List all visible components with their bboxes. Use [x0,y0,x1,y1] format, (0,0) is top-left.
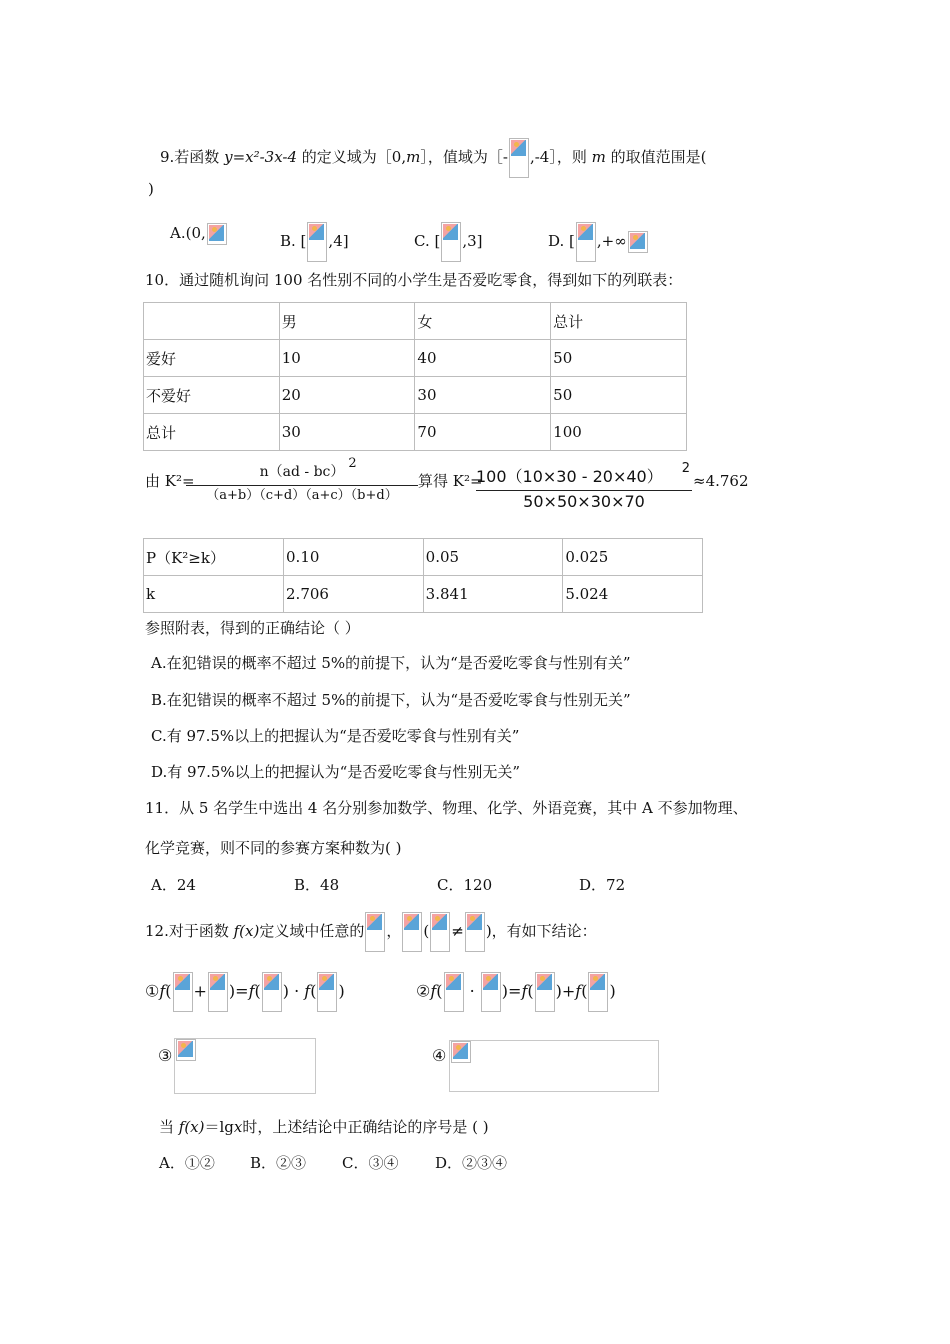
q12-option-c: C．③④ [342,1154,399,1172]
q9-option-c-text: ,3] [462,232,483,250]
paren: ) [555,981,562,1001]
table-row [144,340,687,377]
q12-variable: x [233,1118,243,1136]
q12-text: 当 [159,1118,179,1136]
q9-text: 的取值范围是( [605,148,707,166]
q9-option-b-text: B. [ [280,232,307,250]
paren: ) [501,981,509,1001]
statement-1 [145,972,345,1012]
q9-text: ］，值域为［- [420,148,508,166]
operator: = [235,981,249,1001]
critical-value-table [143,538,703,613]
f-symbol: f [430,981,437,1001]
broken-image-icon [402,912,422,952]
f-symbol: f [248,981,255,1001]
table-header-row [144,303,687,340]
paren: ) [338,981,345,1001]
table-row [144,377,687,414]
q9-text: 的定义域为［0, [297,148,407,166]
broken-image-icon [173,972,193,1012]
table-cell: 总计 [144,414,280,451]
broken-image-icon [317,972,337,1012]
broken-image-icon [207,223,227,245]
broken-image-icon [307,222,327,262]
table-cell: 50 [551,377,687,414]
paren: ( [254,981,261,1001]
paren: ( [310,981,317,1001]
q11-option-b: B．48 [294,876,340,894]
calc-prefix: 算得 K²= [418,472,483,490]
f-symbol: f [575,981,582,1001]
q11-option-d: D．72 [579,876,626,894]
table-cell: 2.706 [284,576,424,613]
broken-image-icon [208,972,228,1012]
table-cell: k [144,576,284,613]
calc-denominator: 50×50×30×70 [523,492,645,511]
q10-option-b: B.在犯错误的概率不超过 5%的前提下，认为“是否爱吃零食与性别无关” [151,691,631,709]
table-header-cell [144,303,280,340]
q12-option-b: B．②③ [250,1154,307,1172]
broken-image-icon [262,972,282,1012]
q12-function: f(x) [233,922,260,940]
formula-numerator [186,456,418,482]
f-symbol: f [159,981,166,1001]
table-row [144,576,703,613]
table-cell: 3.841 [423,576,563,613]
q9-option-c [414,222,483,262]
paren: ( [581,981,588,1001]
q12-condition [159,1116,489,1138]
q12-text: )，有如下结论： [485,922,597,940]
table-cell: 30 [415,377,551,414]
broken-image-icon [444,972,464,1012]
q9-function: y=x²-3x-4 [224,148,298,166]
paren: ) [609,981,616,1001]
table-header-cell: 女 [415,303,551,340]
operator: + [193,981,207,1001]
q11-option-a: A．24 [151,876,196,894]
broken-image-icon [481,972,501,1012]
q12-function: f(x) [178,1118,205,1136]
q12-stem [145,912,597,952]
calc-numerator-text: 100（10×30 - 20×40） [476,467,663,486]
f-symbol: f [521,981,528,1001]
broken-image-icon [588,972,608,1012]
table-cell: 70 [415,414,551,451]
q9-option-d-text: D. [ [548,232,575,250]
q9-close-paren: ) [148,180,154,198]
paren: ) [228,981,236,1001]
q12-option-d: D．②③④ [435,1154,508,1172]
table-cell: 10 [279,340,415,377]
k2-calc-fraction [476,461,692,513]
table-row [144,414,687,451]
calc-numerator [476,461,692,488]
operator: · [469,981,475,1001]
formula-numerator-text: n（ad - bc） [259,464,345,480]
broken-image-icon [535,972,555,1012]
table-cell: 5.024 [563,576,703,613]
contingency-table [143,302,687,451]
broken-image-icon [509,138,529,178]
table-cell: 0.05 [423,539,563,576]
table-header-cell: 总计 [551,303,687,340]
table-cell: 爱好 [144,340,280,377]
formula-exponent: 2 [348,456,357,471]
broken-image-icon [628,231,648,253]
q12-text: ≠ [451,922,464,940]
operator: + [561,981,576,1001]
statement-label: ① [145,981,160,1001]
q9-stem [160,138,706,178]
broken-image-icon [176,1039,196,1061]
q9-option-d-text: ,+∞ [596,232,627,250]
q9-option-a [170,222,228,245]
calc-exponent: 2 [681,461,690,476]
table-cell: 0.10 [284,539,424,576]
q10-stem: 10．通过随机询问 100 名性别不同的小学生是否爱吃零食，得到如下的列联表： [145,271,683,289]
broken-image-icon [576,222,596,262]
q10-option-d: D.有 97.5%以上的把握认为“是否爱吃零食与性别无关” [151,763,521,781]
q10-option-a: A.在犯错误的概率不超过 5%的前提下，认为“是否爱吃零食与性别有关” [151,654,631,672]
paren: ) [282,981,289,1001]
formula-denominator: （a+b）（c+d）（a+c）（b+d） [206,488,398,503]
operator: = [508,981,522,1001]
q9-option-b-text: ,4] [328,232,349,250]
statement-4-image [449,1040,659,1092]
table-header-cell: 男 [279,303,415,340]
broken-image-icon [365,912,385,952]
paren: ( [436,981,443,1001]
statement-3-image [174,1038,316,1094]
q12-text: 时，上述结论中正确结论的序号是 ( ) [242,1118,489,1136]
table-cell: 0.025 [563,539,703,576]
table-cell: 30 [279,414,415,451]
table-row [144,539,703,576]
q9-option-d [548,222,649,262]
q12-text: 定义域中任意的 [259,922,365,940]
statement-2 [416,972,616,1012]
broken-image-icon [465,912,485,952]
k2-formula-fraction [186,456,418,506]
q9-option-c-text: C. [ [414,232,441,250]
table-cell: 50 [551,340,687,377]
q9-option-a-text: A.(0, [170,224,206,242]
q9-variable-m: m [591,148,606,166]
table-cell: P（K²≥k） [144,539,284,576]
q12-text: ＝lg [204,1118,234,1136]
q10-prompt: 参照附表，得到的正确结论（ ） [145,619,360,637]
q10-option-c: C.有 97.5%以上的把握认为“是否爱吃零食与性别有关” [151,727,520,745]
q12-option-a: A．①② [159,1154,215,1172]
q11-stem-line2: 化学竞赛，则不同的参赛方案种数为( ) [145,839,402,857]
formula-prefix: 由 K²= [145,472,195,490]
q11-option-c: C．120 [437,876,493,894]
q12-text: ， [386,922,402,940]
q12-text: 12.对于函数 [145,922,234,940]
table-cell: 不爱好 [144,377,280,414]
q11-stem-line1: 11．从 5 名学生中选出 4 名分别参加数学、物理、化学、外语竞赛，其中 A 不参加物理、 [145,799,748,817]
table-cell: 20 [279,377,415,414]
q12-text: ( [423,922,430,940]
q9-text: ,-4］，则 [529,148,592,166]
q9-variable-m: m [406,148,421,166]
calc-result: ≈4.762 [693,472,749,490]
table-cell: 100 [551,414,687,451]
paren: ( [165,981,172,1001]
broken-image-icon [451,1041,471,1063]
paren: ( [527,981,534,1001]
statement-3-label: ③ [158,1046,173,1065]
statement-4-label: ④ [432,1046,447,1065]
broken-image-icon [441,222,461,262]
q9-option-b [280,222,349,262]
broken-image-icon [430,912,450,952]
q9-text: 9.若函数 [160,148,225,166]
statement-label: ② [416,981,431,1001]
table-cell: 40 [415,340,551,377]
operator: · [294,981,300,1001]
f-symbol: f [304,981,311,1001]
